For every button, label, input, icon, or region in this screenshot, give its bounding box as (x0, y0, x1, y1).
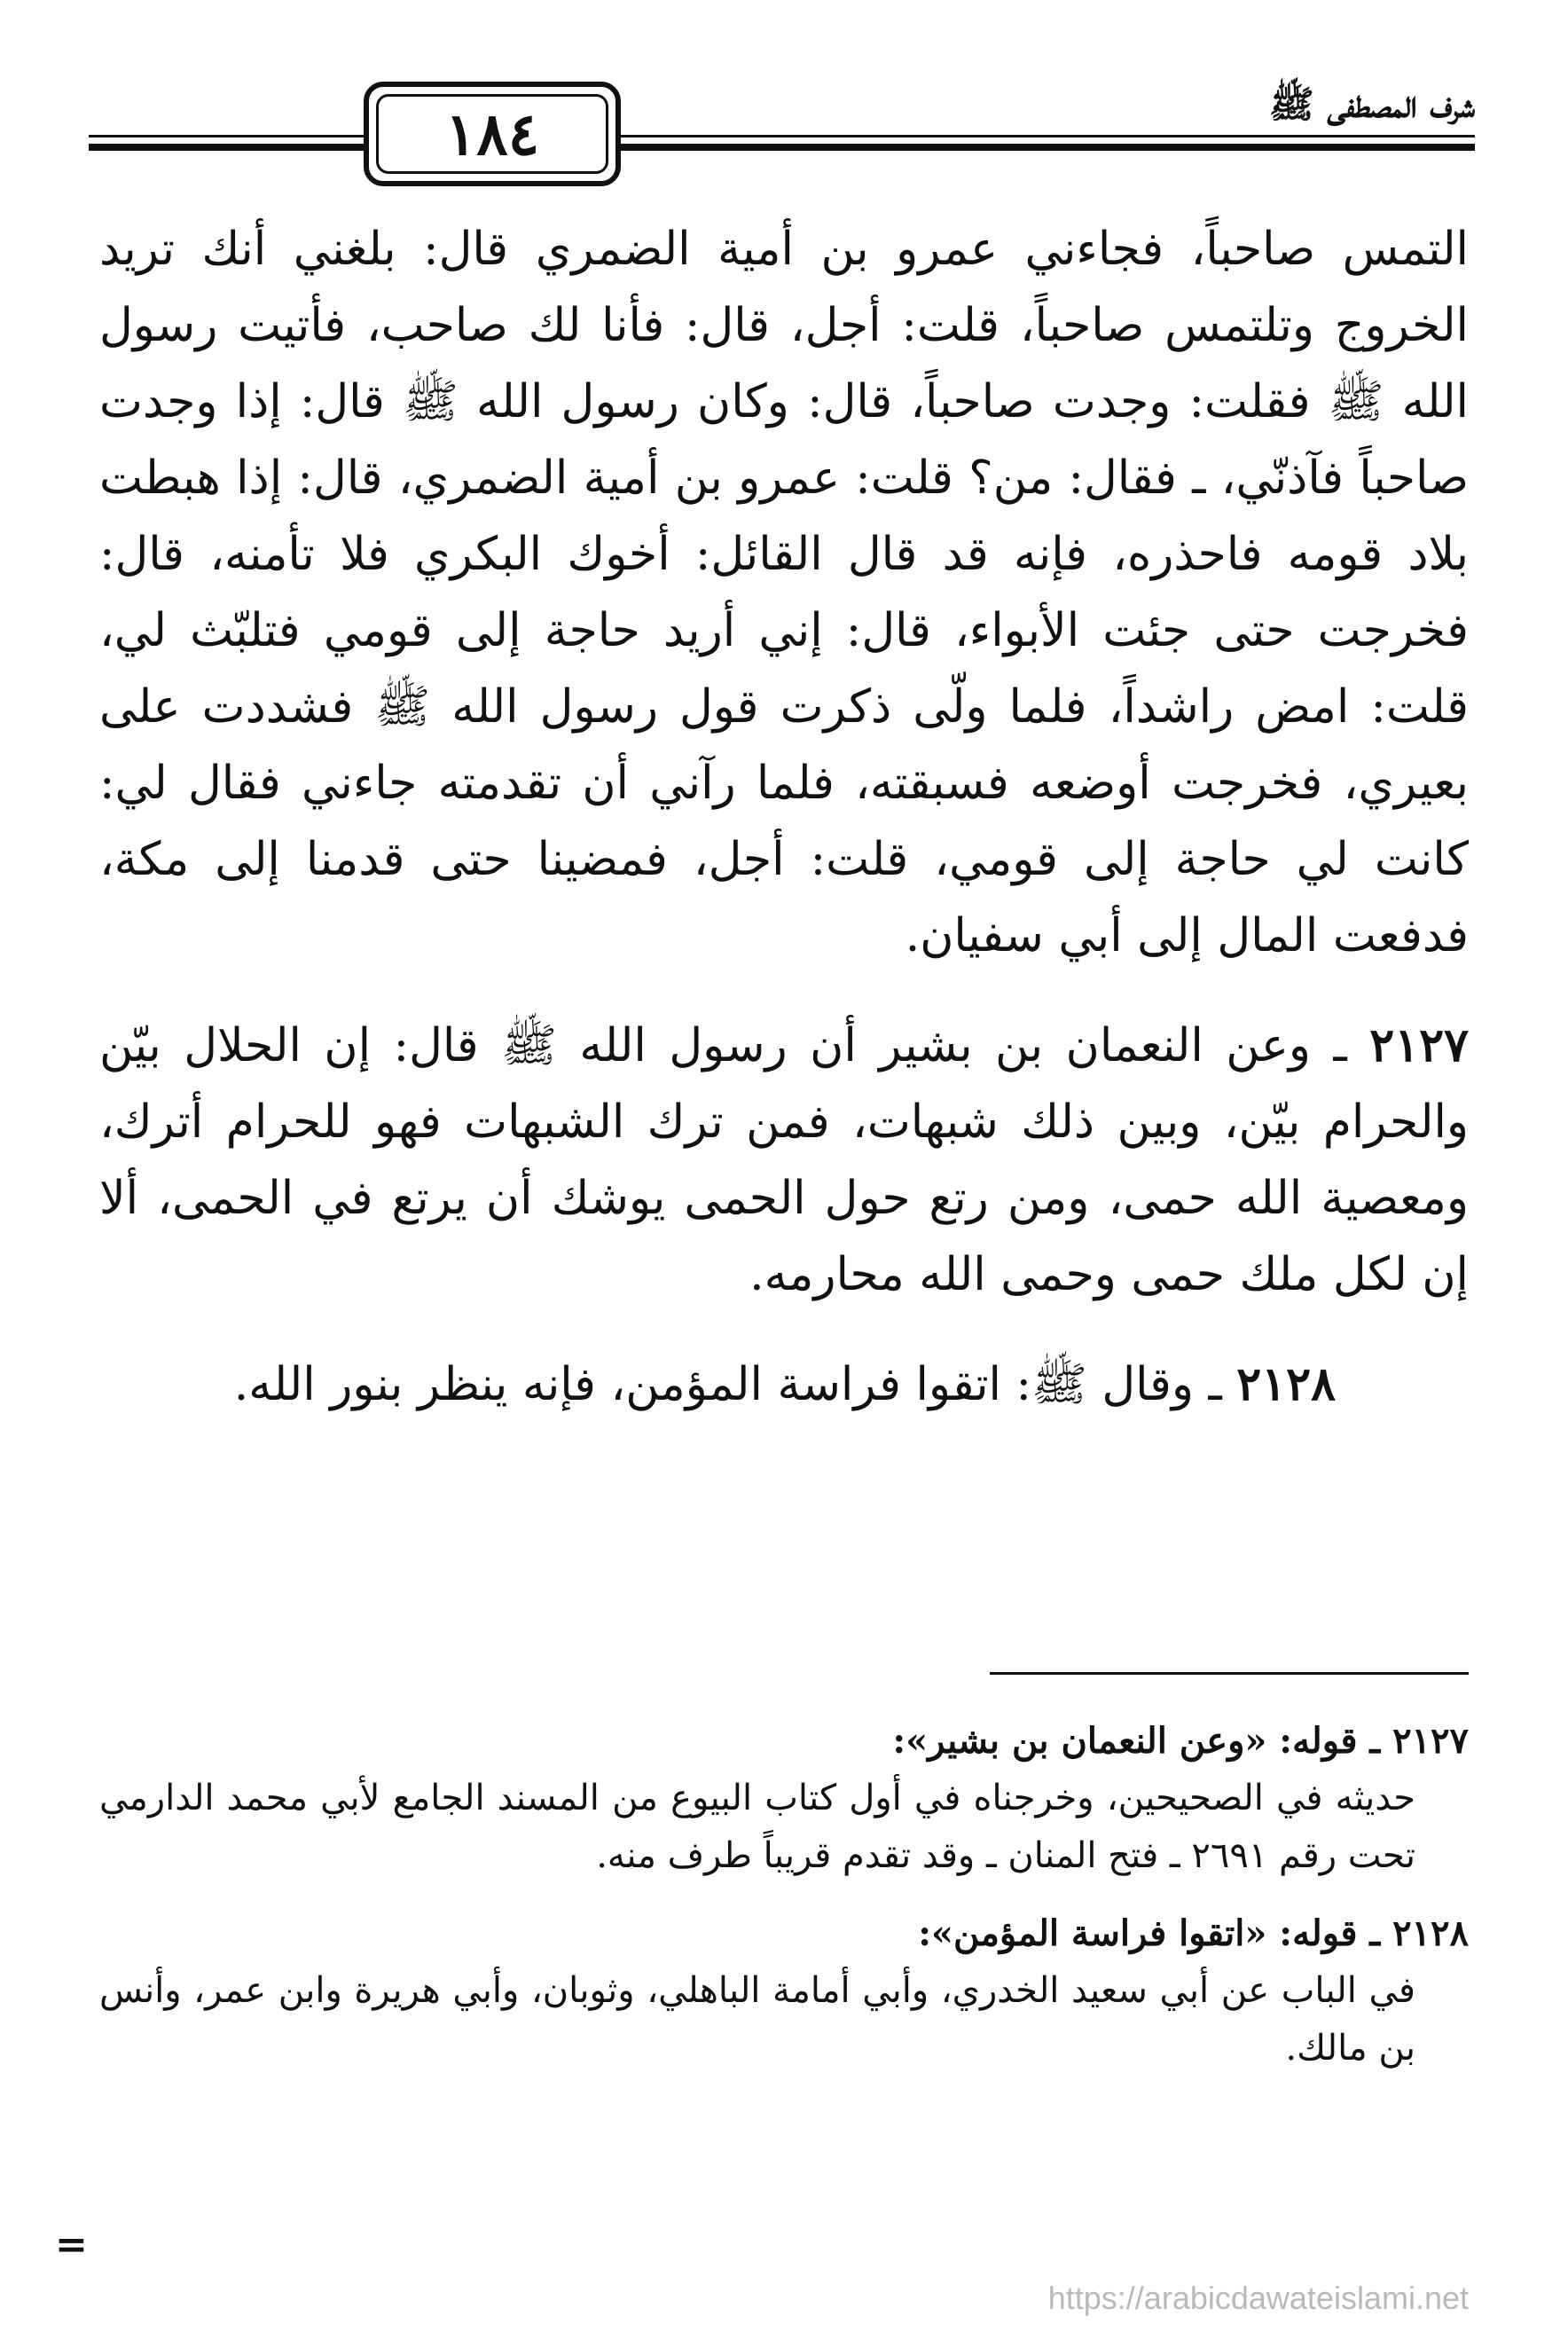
hadith-text: ـ وعن النعمان بن بشير أن رسول الله ﷺ قال: إن الحلال بيّن والحرام بيّن، وبين ذلك شبهات، فمن ترك الشبهات فهو للحرام أترك، ومعصية الله حمى، ومن رتع حول الحمى يوشك أن يرتع في الحمى، ألا إن لكل ملك حمى وحمى الله محارمه. (99, 1019, 1469, 1301)
footnote-separator (990, 1672, 1469, 1675)
footnote-body: حديثه في الصحيحين، وخرجناه في أول كتاب البيوع من المسند الجامع لأبي محمد الدارمي تحت رقم ٢٦٩١ ـ فتح المنان ـ وقد تقدم قريباً طرف منه. (99, 1778, 1415, 1876)
running-title: شرف المصطفى ﷺ (1268, 82, 1475, 126)
hadith-number: ٢١٢٧ (1369, 1018, 1470, 1072)
hadith-2128 (99, 1347, 1469, 1423)
header-rule-thick (89, 144, 1475, 151)
paragraph-text: التمس صاحباً، فجاءني عمرو بن أمية الضمري قال: بلغني أنك تريد الخروج وتلتمس صاحباً، قلت: أجل، قال: فأنا لك صاحب، فأتيت رسول الله ﷺ فقلت: وجدت صاحباً، قال: وكان رسول الله ﷺ قال: إذا وجدت صاحباً فآذنّي، ـ فقال: من؟ قلت: عمرو بن أمية الضمري، قال: إذا هبطت بلاد قومه فاحذره، فإنه قد قال القائل: أخوك البكري فلا تأمنه، قال: فخرجت حتى جئت الأبواء، قال: إني أريد حاجة إلى قومي فتلبّث لي، قلت: امض راشداً، فلما ولّى ذكرت قول رسول الله ﷺ فشددت على بعيري، فخرجت أوضعه فسبقته، فلما رآني أن تقدمته جاءني فقال لي: كانت لي حاجة إلى قومي، قلت: أجل، فمضينا حتى قدمنا إلى مكة، فدفعت المال إلى أبي سفيان. (99, 223, 1469, 962)
hadith-2127 (99, 1008, 1469, 1313)
footnote-heading: ٢١٢٧ ـ قوله: «وعن النعمان بن بشير»: (892, 1720, 1469, 1762)
main-text (99, 211, 1469, 1449)
page-number-frame (364, 82, 621, 186)
page-number: ١٨٤ (376, 94, 608, 174)
watermark-url: https://arabicdawateislami.net (1047, 2280, 1469, 2316)
paragraph-continuation (99, 211, 1469, 974)
page-header (89, 82, 1475, 188)
footnote-body: في الباب عن أبي سعيد الخدري، وأبي أمامة الباهلي، وثوبان، وأبي هريرة وابن عمر، وأنس بن مالك. (99, 1970, 1415, 2069)
continuation-mark: = (55, 2222, 88, 2267)
hadith-text: ـ وقال ﷺ: اتقوا فراسة المؤمن، فإنه ينظر بنور الله. (233, 1358, 1222, 1411)
footnote-heading: ٢١٢٨ ـ قوله: «اتقوا فراسة المؤمن»: (918, 1912, 1469, 1954)
hadith-number: ٢١٢٨ (1236, 1357, 1336, 1411)
footnotes (99, 1712, 1469, 2097)
header-rule-thin (89, 135, 1475, 137)
